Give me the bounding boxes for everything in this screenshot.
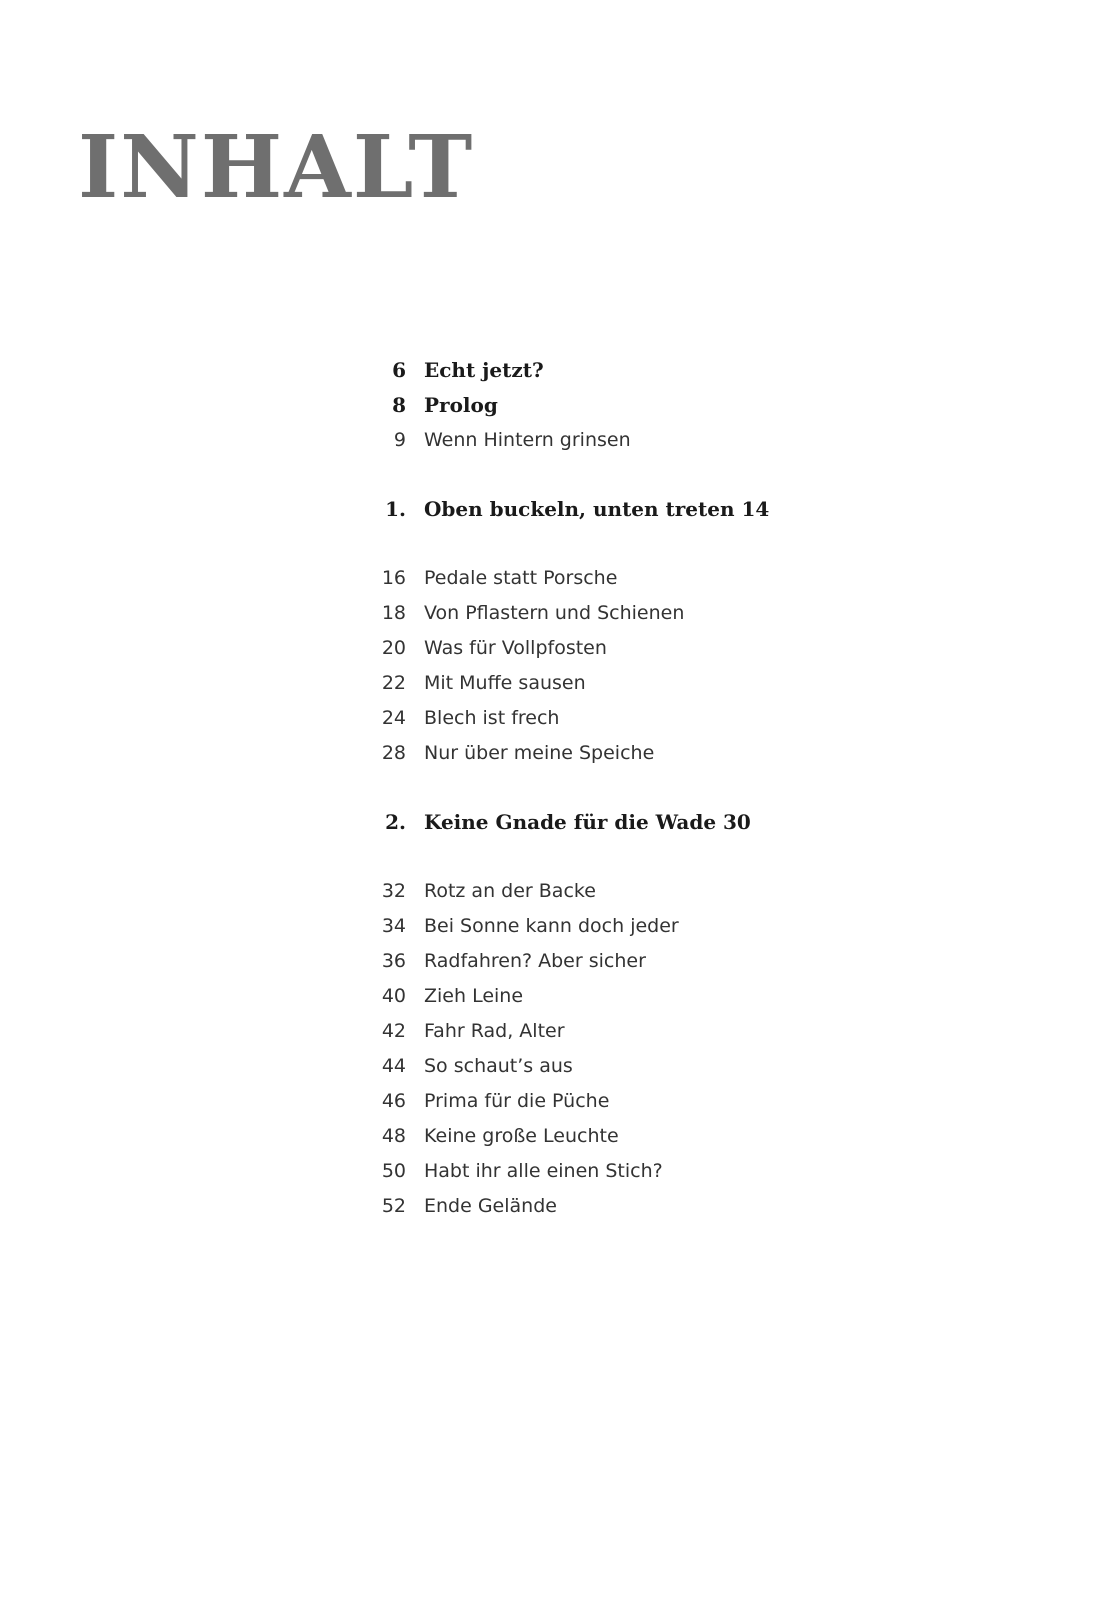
toc-page-number: 44 xyxy=(381,1055,406,1077)
toc-page-number: 22 xyxy=(381,672,406,694)
toc-entry[interactable] xyxy=(360,979,1000,1014)
toc-entry[interactable] xyxy=(360,1084,1000,1119)
toc-entry[interactable] xyxy=(360,1014,1000,1049)
toc-page-number: 28 xyxy=(381,742,406,764)
chapter-number: 2. xyxy=(385,810,406,834)
toc-page-number: 24 xyxy=(381,707,406,729)
toc-entry-title: Nur über meine Speiche xyxy=(424,742,655,764)
toc-page-number: 16 xyxy=(381,567,406,589)
toc-entry-title: Rotz an der Backe xyxy=(424,880,596,902)
toc-page-number: 32 xyxy=(381,880,406,902)
toc-page-number: 46 xyxy=(381,1090,406,1112)
toc-entry[interactable] xyxy=(360,944,1000,979)
toc-entry-title: Fahr Rad, Alter xyxy=(424,1020,565,1042)
toc-page-number: 34 xyxy=(381,915,406,937)
toc-page-number: 18 xyxy=(381,602,406,624)
toc-entry-title: Blech ist frech xyxy=(424,707,560,729)
toc-entry-prolog[interactable] xyxy=(360,388,1000,423)
toc-page-number: 9 xyxy=(393,429,406,451)
toc-page-number: 52 xyxy=(381,1195,406,1217)
toc-entry-title: Pedale statt Porsche xyxy=(424,567,618,589)
toc-entry[interactable] xyxy=(360,666,1000,701)
toc-entry-title: Keine große Leuchte xyxy=(424,1125,619,1147)
toc-chapter-1-heading[interactable] xyxy=(360,492,1000,527)
toc-entry[interactable] xyxy=(360,736,1000,771)
toc-entry-title: Prima für die Püche xyxy=(424,1090,610,1112)
toc-entry-title: So schaut’s aus xyxy=(424,1055,573,1077)
toc-entry[interactable] xyxy=(360,631,1000,666)
toc-entry-title: Ende Gelände xyxy=(424,1195,557,1217)
toc-entry-echt-jetzt[interactable] xyxy=(360,353,1000,388)
toc-entry[interactable] xyxy=(360,1119,1000,1154)
toc-page-number: 8 xyxy=(392,393,406,417)
toc-page-number: 48 xyxy=(381,1125,406,1147)
toc-entry[interactable] xyxy=(360,701,1000,736)
toc-entry-title: Was für Vollpfosten xyxy=(424,637,607,659)
toc-chapter-2-heading[interactable] xyxy=(360,805,1000,840)
toc-entry[interactable] xyxy=(360,1049,1000,1084)
table-of-contents xyxy=(360,353,1000,1224)
toc-entry-title: Radfahren? Aber sicher xyxy=(424,950,646,972)
toc-entry-title: Echt jetzt? xyxy=(424,358,544,382)
toc-entry[interactable] xyxy=(360,909,1000,944)
toc-entry-title: Habt ihr alle einen Stich? xyxy=(424,1160,663,1182)
toc-page-number: 6 xyxy=(392,358,406,382)
toc-entry[interactable] xyxy=(360,561,1000,596)
toc-entry-title: Zieh Leine xyxy=(424,985,524,1007)
page-title: INHALT xyxy=(78,117,475,218)
toc-entry-wenn-hintern-grinsen[interactable] xyxy=(360,423,1000,458)
toc-page-number: 36 xyxy=(381,950,406,972)
toc-entry-title: Mit Muffe sausen xyxy=(424,672,586,694)
toc-page-number: 40 xyxy=(381,985,406,1007)
toc-page-number: 20 xyxy=(381,637,406,659)
toc-entry-title: Bei Sonne kann doch jeder xyxy=(424,915,679,937)
chapter-title: Oben buckeln, unten treten 14 xyxy=(424,497,770,521)
toc-entry[interactable] xyxy=(360,1154,1000,1189)
chapter-number: 1. xyxy=(385,497,406,521)
toc-entry[interactable] xyxy=(360,596,1000,631)
toc-entry-title: Prolog xyxy=(424,393,498,417)
toc-entry-title: Wenn Hintern grinsen xyxy=(424,429,631,451)
chapter-title: Keine Gnade für die Wade 30 xyxy=(424,810,751,834)
toc-page-number: 42 xyxy=(381,1020,406,1042)
toc-page-number: 50 xyxy=(381,1160,406,1182)
toc-entry[interactable] xyxy=(360,1189,1000,1224)
toc-entry[interactable] xyxy=(360,874,1000,909)
toc-entry-title: Von Pflastern und Schienen xyxy=(424,602,685,624)
